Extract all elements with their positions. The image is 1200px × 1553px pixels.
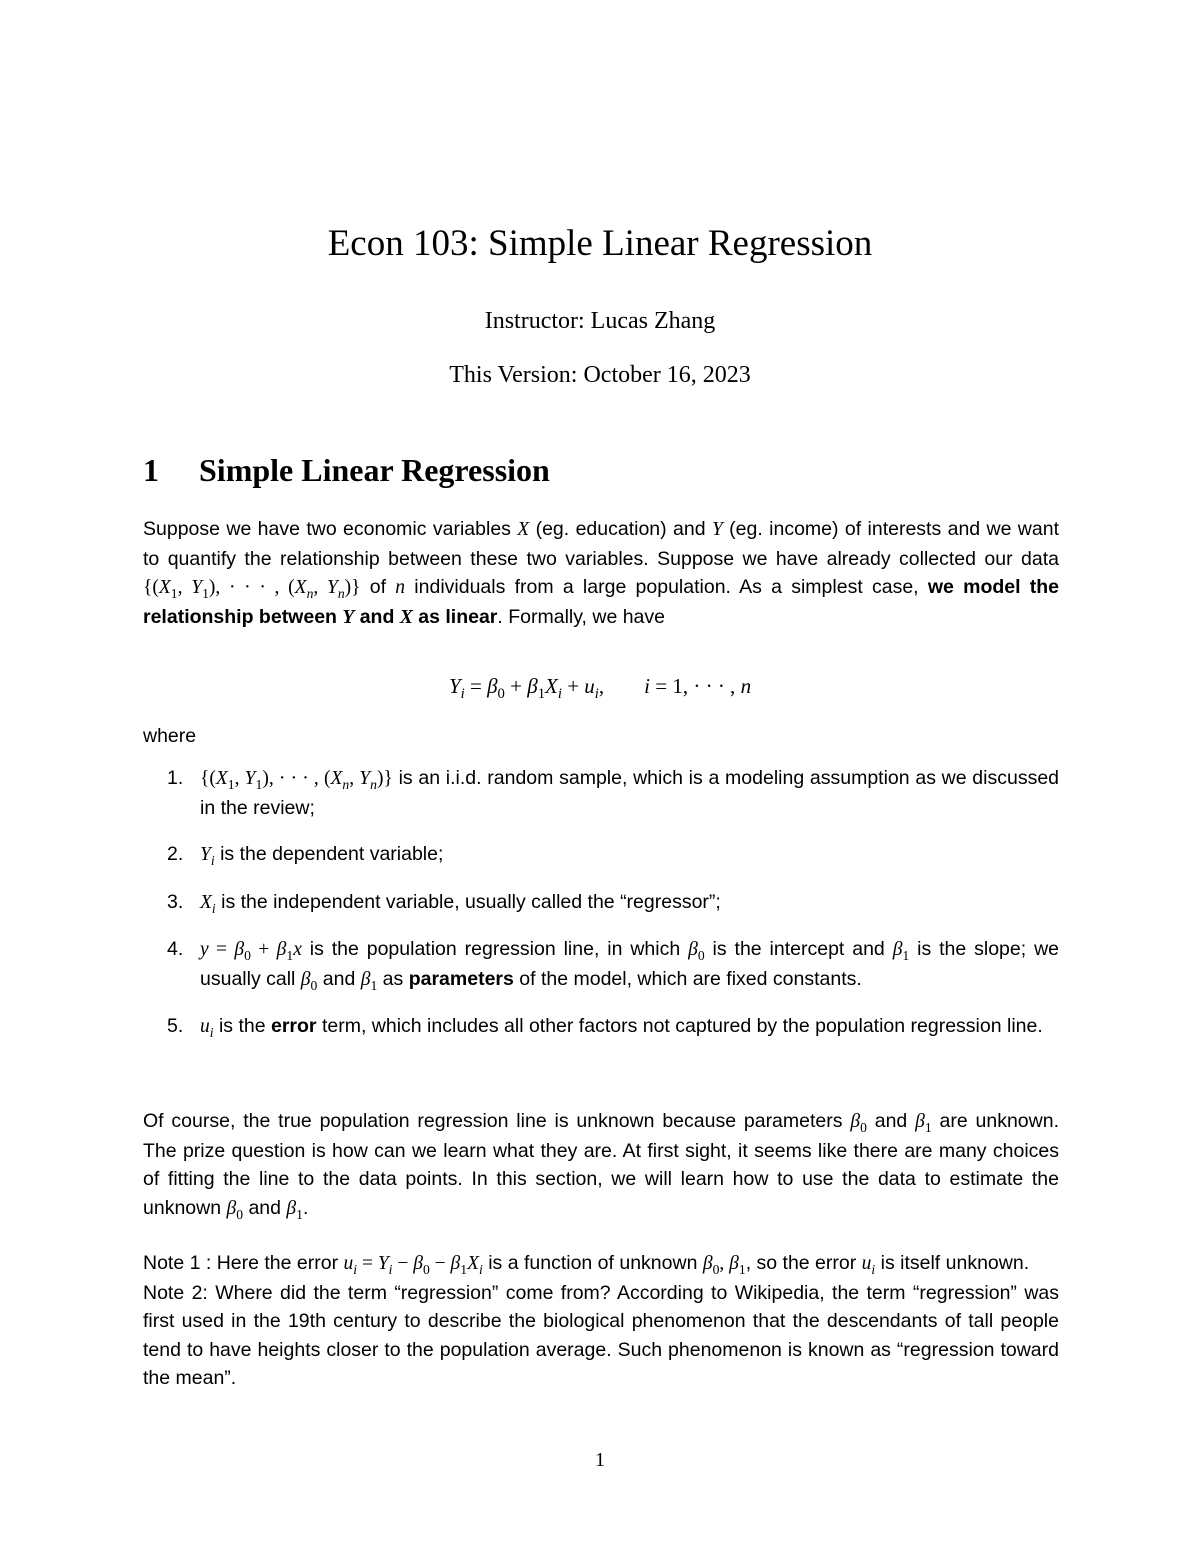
- section-title: Simple Linear Regression: [199, 452, 550, 488]
- note-2: Note 2: Where did the term “regression” come from? According to Wikipedia, the term “regression” was first used in the 19th century to describe the biological phenomenon that the descendants of tall people tend to have heights closer to the population average. Such phenomenon is known as “regression toward the mean”.: [143, 1281, 1059, 1389]
- document-title: Econ 103: Simple Linear Regression: [327, 223, 873, 264]
- list-item: 2. $Y_i$ is the dependent variable;: [167, 843, 444, 868]
- section-number: 1: [143, 452, 159, 488]
- list-item: 4. $y = \beta_0 + \beta_1x$ is the population regression line, in which $\beta_0$ is the intercept and $\beta_1$ is the slope; we usually call $\beta_0$ and $\beta_1$ as parameters of the model, which are fixed constants.: [167, 938, 1059, 993]
- note-1: Note 1 : Here the error $u_i = Y_i - \beta_0 - \beta_1X_i$ is a function of unknown $\beta_0$, $\beta_1$, so the error $u_i$ is itself unknown.: [143, 1252, 1030, 1277]
- regression-equation: $Y_i = \beta_0 + \beta_1X_i + u_i$, i = 1, · · · , n: [448, 674, 752, 703]
- instructor-line: Instructor: Lucas Zhang: [484, 308, 716, 334]
- list-item: 3. $X_i$ is the independent variable, usually called the “regressor”;: [167, 890, 721, 916]
- version-line: This Version: October 16, 2023: [449, 362, 751, 388]
- intro-paragraph: Suppose we have two economic variables X (eg. education) and Y (eg. income) of interests and we want to quantify the relationship between these two variables. Suppose we have already collected our data {($X_1$, $Y_1$), · · · , ($X_n$, $Y_n$)} of n individuals from a large population. As a simplest case, we model the relationship between Y and X as linear. Formally, we have: [143, 518, 1060, 628]
- section-heading: [143, 452, 550, 489]
- estimation-paragraph: Of course, the true population regression line is unknown because parameters $\beta_0$ and $\beta_1$ are unknown. The prize question is how can we learn what they are. At first sight, it seems like there are many choices of fitting the line to the data points. In this section, we will learn how to use the data to estimate the unknown $\beta_0$ and $\beta_1$.: [143, 1110, 1059, 1222]
- assumption-list: [143, 764, 1059, 1060]
- where-label: where: [143, 725, 197, 747]
- list-item: 1. {($X_1$, $Y_1$), · · · , ($X_n$, $Y_n$)} is an i.i.d. random sample, which is a modeling assumption as we discussed in the review;: [167, 767, 1060, 819]
- list-item: 5. $u_i$ is the error term, which includes all other factors not captured by the population regression line.: [167, 1015, 1043, 1040]
- notes-block: [143, 1249, 1059, 1393]
- page-number: 1: [595, 1449, 605, 1471]
